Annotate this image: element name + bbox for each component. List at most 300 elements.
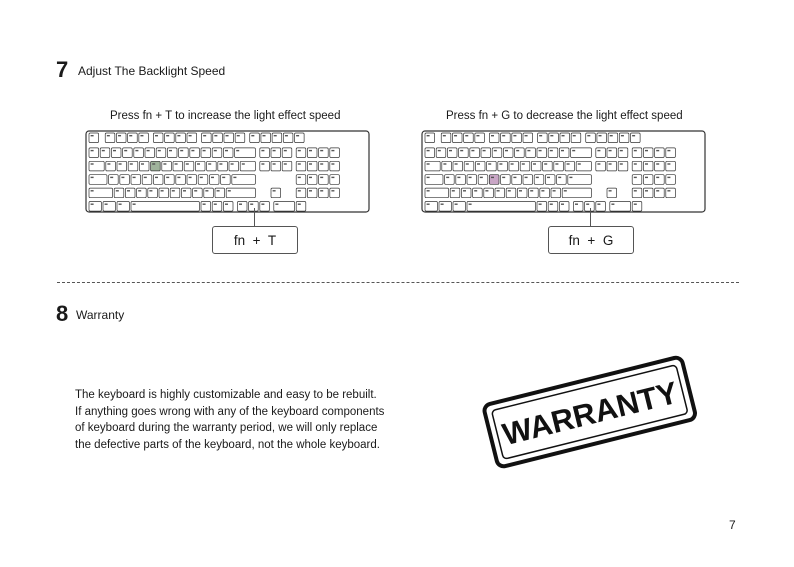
key-legend-mark — [564, 190, 567, 191]
keyboard-key — [551, 188, 561, 198]
key-legend-mark — [91, 177, 94, 178]
keyboard-key — [537, 148, 547, 158]
key-legend-mark — [460, 150, 463, 151]
keyboard-key — [330, 175, 340, 185]
keyboard-key — [193, 188, 203, 198]
section-7-title: Adjust The Backlight Speed — [78, 64, 226, 78]
keyboard-key — [618, 148, 628, 158]
keyboard-key — [666, 175, 676, 185]
key-legend-mark — [599, 135, 602, 136]
keyboard-key — [523, 175, 533, 185]
keyboard-key — [607, 148, 617, 158]
page-number: 7 — [729, 518, 736, 532]
key-legend-mark — [205, 190, 208, 191]
key-legend-mark — [273, 163, 276, 164]
key-legend-mark — [177, 177, 180, 178]
left-connector-line — [254, 208, 255, 226]
key-legend-mark — [454, 135, 457, 136]
key-legend-mark — [284, 163, 287, 164]
keyboard-key — [176, 175, 186, 185]
keyboard-key — [89, 161, 104, 171]
keyboard-key — [619, 133, 629, 143]
key-legend-mark — [427, 163, 430, 164]
keyboard-key — [271, 161, 281, 171]
key-legend-mark — [237, 135, 240, 136]
key-legend-mark — [427, 135, 430, 136]
key-legend-mark — [609, 190, 612, 191]
keyboard-key — [464, 133, 474, 143]
keyboard-key — [89, 148, 99, 158]
warranty-paragraph — [75, 387, 384, 453]
key-legend-mark — [91, 150, 94, 151]
keyboard-key — [128, 133, 138, 143]
keyboard-key — [596, 202, 606, 212]
key-legend-mark — [533, 163, 536, 164]
key-legend-mark — [645, 177, 648, 178]
keyboard-key — [181, 188, 191, 198]
key-legend-mark — [508, 190, 511, 191]
keyboard-key — [202, 133, 212, 143]
keyboard-key — [131, 202, 199, 212]
keyboard-key — [562, 188, 591, 198]
keyboard-key — [618, 161, 628, 171]
keyboard-key — [120, 175, 130, 185]
keyboard-key — [571, 148, 592, 158]
key-legend-mark — [550, 135, 553, 136]
keyboard-key — [167, 148, 177, 158]
keyboard-key — [643, 148, 653, 158]
keyboard-key — [543, 161, 553, 171]
keyboard-key — [540, 188, 550, 198]
key-legend-mark — [621, 135, 624, 136]
key-legend-mark — [285, 135, 288, 136]
key-legend-mark — [610, 135, 613, 136]
key-legend-mark — [491, 135, 494, 136]
keyboard-key — [470, 148, 480, 158]
warranty-line: the defective parts of the keyboard, not the whole keyboard. — [75, 438, 380, 451]
keyboard-key — [260, 161, 270, 171]
key-legend-mark — [547, 177, 550, 178]
key-legend-mark — [118, 135, 121, 136]
key-legend-mark — [296, 135, 299, 136]
right-connector-line — [590, 208, 591, 226]
keyboard-key — [439, 202, 451, 212]
key-legend-mark — [488, 163, 491, 164]
right-caption: Press fn + G to decrease the light effect speed — [446, 110, 683, 122]
keyboard-key — [307, 148, 317, 158]
key-legend-mark — [553, 190, 556, 191]
keyboard-key — [655, 175, 665, 185]
key-legend-mark — [443, 163, 446, 164]
keyboard-key — [517, 188, 527, 198]
key-legend-mark — [525, 135, 528, 136]
key-legend-mark — [214, 150, 217, 151]
keyboard-key — [319, 188, 329, 198]
key-legend-mark — [110, 177, 113, 178]
keyboard-key — [461, 188, 471, 198]
keyboard-key — [212, 202, 222, 212]
keyboard-key — [666, 148, 676, 158]
keyboard-key — [271, 148, 281, 158]
keyboard-key — [260, 148, 270, 158]
keyboard-key — [274, 202, 295, 212]
keyboard-key — [495, 188, 505, 198]
section-divider — [57, 282, 739, 283]
key-legend-mark — [469, 177, 472, 178]
keyboard-key — [117, 202, 129, 212]
keyboard-key — [109, 175, 119, 185]
key-legend-mark — [485, 190, 488, 191]
keyboard-key — [207, 161, 217, 171]
key-legend-mark — [261, 163, 264, 164]
keyboard-key — [283, 133, 293, 143]
key-legend-mark — [465, 135, 468, 136]
keyboard-key — [296, 202, 306, 212]
key-legend-mark — [144, 177, 147, 178]
keyboard-key — [478, 175, 488, 185]
keyboard-key — [153, 175, 163, 185]
key-legend-mark — [263, 135, 266, 136]
key-legend-mark — [550, 204, 553, 205]
key-legend-mark — [155, 135, 158, 136]
keyboard-key — [271, 188, 281, 198]
keyboard-key — [198, 175, 208, 185]
key-legend-mark — [609, 150, 612, 151]
keyboard-key — [453, 161, 463, 171]
key-legend-mark — [609, 163, 612, 164]
key-legend-mark — [667, 150, 670, 151]
keyboard-key — [282, 161, 292, 171]
key-legend-mark — [222, 177, 225, 178]
key-legend-mark — [138, 190, 141, 191]
key-legend-mark — [497, 190, 500, 191]
key-legend-mark — [166, 135, 169, 136]
keyboard-key — [215, 188, 225, 198]
keyboard-key — [586, 133, 596, 143]
key-legend-mark — [463, 190, 466, 191]
keyboard-key — [117, 161, 127, 171]
key-legend-mark — [320, 150, 323, 151]
key-legend-mark — [519, 190, 522, 191]
key-legend-mark — [141, 163, 144, 164]
key-legend-mark — [91, 190, 94, 191]
keyboard-frame — [86, 131, 369, 212]
key-legend-mark — [634, 150, 637, 151]
key-legend-mark — [578, 163, 581, 164]
keyboard-key — [655, 148, 665, 158]
key-legend-mark — [105, 204, 108, 205]
key-legend-mark — [320, 163, 323, 164]
key-legend-mark — [261, 204, 264, 205]
keyboard-key — [484, 188, 494, 198]
keyboard-key — [307, 175, 317, 185]
key-legend-mark — [511, 163, 514, 164]
keyboard-key — [467, 202, 535, 212]
section-7-number: 7 — [56, 57, 69, 82]
keyboard-key — [123, 148, 133, 158]
keyboard-key — [142, 175, 152, 185]
key-legend-mark — [539, 150, 542, 151]
keyboard-key — [218, 161, 228, 171]
keyboard-key — [531, 161, 541, 171]
keyboard-key — [116, 133, 126, 143]
keyboard-key — [481, 148, 491, 158]
key-legend-mark — [645, 190, 648, 191]
key-legend-mark — [172, 190, 175, 191]
keyboard-key — [607, 161, 617, 171]
keyboard-key — [221, 175, 231, 185]
key-legend-mark — [189, 135, 192, 136]
keyboard-key — [100, 148, 110, 158]
keyboard-key — [319, 175, 329, 185]
key-legend-mark — [575, 204, 578, 205]
keyboard-key — [131, 175, 141, 185]
key-legend-mark — [251, 135, 254, 136]
keyboard-key — [559, 202, 569, 212]
key-legend-mark — [261, 150, 264, 151]
key-legend-mark — [471, 150, 474, 151]
keyboard-key — [223, 202, 233, 212]
key-legend-mark — [119, 163, 122, 164]
key-legend-mark — [427, 190, 430, 191]
keyboard-key — [473, 188, 483, 198]
keyboard-key — [282, 148, 292, 158]
key-legend-mark — [166, 177, 169, 178]
keyboard-key — [137, 188, 147, 198]
keyboard-key — [607, 188, 617, 198]
key-legend-mark — [555, 163, 558, 164]
keyboard-key — [610, 202, 631, 212]
key-legend-mark — [499, 163, 502, 164]
key-legend-mark — [427, 204, 430, 205]
key-legend-mark — [562, 135, 565, 136]
key-legend-mark — [513, 177, 516, 178]
right-keyboard-diagram — [421, 130, 706, 213]
key-legend-mark — [284, 150, 287, 151]
keyboard-key — [464, 161, 474, 171]
keyboard-key — [89, 175, 107, 185]
keyboard-key — [145, 148, 155, 158]
key-legend-mark — [476, 135, 479, 136]
key-legend-mark — [208, 163, 211, 164]
left-caption: Press fn + T to increase the light effect speed — [110, 110, 341, 122]
keyboard-key — [503, 148, 513, 158]
key-legend-mark — [102, 150, 105, 151]
warranty-line: of keyboard during the warranty period, we will only replace — [75, 422, 378, 434]
key-legend-mark — [567, 163, 570, 164]
keyboard-key — [237, 202, 247, 212]
key-legend-mark — [186, 163, 189, 164]
keyboard-key — [307, 161, 317, 171]
keyboard-key — [534, 175, 544, 185]
section-8-title: Warranty — [76, 308, 125, 322]
key-legend-mark — [656, 177, 659, 178]
key-legend-mark — [147, 150, 150, 151]
keyboard-key — [224, 133, 234, 143]
key-legend-mark — [236, 150, 239, 151]
key-legend-mark — [203, 204, 206, 205]
key-legend-mark — [525, 177, 528, 178]
key-legend-mark — [194, 190, 197, 191]
key-legend-mark — [124, 150, 127, 151]
key-legend-mark — [632, 135, 635, 136]
key-legend-mark — [217, 190, 220, 191]
keyboard-key — [128, 161, 138, 171]
key-legend-mark — [91, 204, 94, 205]
keyboard-key — [576, 161, 591, 171]
key-legend-mark — [634, 177, 637, 178]
warranty-stamp-text: WARRANTY — [498, 374, 682, 453]
keyboard-key — [492, 148, 502, 158]
keyboard-key — [436, 148, 446, 158]
key-legend-mark — [502, 177, 505, 178]
keyboard-key — [212, 148, 222, 158]
keyboard-key — [487, 161, 497, 171]
keyboard-key — [204, 188, 214, 198]
key-legend-mark — [527, 150, 530, 151]
keyboard-key — [501, 175, 511, 185]
key-legend-mark — [443, 135, 446, 136]
keyboard-key — [261, 133, 271, 143]
keyboard-key — [319, 161, 329, 171]
keyboard-key — [170, 188, 180, 198]
key-legend-mark — [530, 190, 533, 191]
key-legend-mark — [645, 163, 648, 164]
keyboard-key — [89, 133, 99, 143]
key-legend-mark — [483, 150, 486, 151]
fn-t-combo: fn + T — [212, 226, 298, 254]
keyboard-key — [643, 161, 653, 171]
keyboard-key — [509, 161, 519, 171]
keyboard-key — [568, 175, 592, 185]
key-legend-mark — [180, 150, 183, 151]
key-legend-mark — [274, 135, 277, 136]
key-legend-mark — [457, 177, 460, 178]
key-legend-mark — [569, 177, 572, 178]
keyboard-key — [425, 161, 440, 171]
key-legend-mark — [634, 163, 637, 164]
keyboard-key — [125, 188, 135, 198]
keyboard-key — [250, 133, 260, 143]
keyboard-key — [106, 161, 116, 171]
key-legend-mark — [250, 204, 253, 205]
t-key-highlight — [151, 161, 161, 171]
key-legend-mark — [129, 135, 132, 136]
keyboard-key — [655, 161, 665, 171]
key-legend-mark — [158, 150, 161, 151]
keyboard-key — [597, 133, 607, 143]
keyboard-key — [523, 133, 533, 143]
keyboard-key — [425, 175, 443, 185]
keyboard-key — [475, 161, 485, 171]
keyboard-key — [213, 133, 223, 143]
keyboard-key — [307, 188, 317, 198]
keyboard-key — [632, 175, 642, 185]
key-legend-mark — [177, 135, 180, 136]
key-legend-mark — [239, 204, 242, 205]
keyboard-key — [666, 188, 676, 198]
keyboard-key — [453, 202, 465, 212]
keyboard-key — [190, 148, 200, 158]
keyboard-key — [548, 202, 558, 212]
key-legend-mark — [561, 204, 564, 205]
key-legend-mark — [119, 204, 122, 205]
keyboard-key — [459, 148, 469, 158]
key-legend-mark — [130, 163, 133, 164]
key-legend-mark — [477, 163, 480, 164]
left-keyboard-diagram — [85, 130, 370, 213]
key-legend-mark — [197, 163, 200, 164]
key-legend-mark — [113, 150, 116, 151]
keyboard-key — [537, 202, 547, 212]
keyboard-key — [201, 148, 211, 158]
keyboard-key — [156, 148, 166, 158]
key-legend-mark — [135, 150, 138, 151]
keyboard-key — [549, 133, 559, 143]
keyboard-key — [89, 202, 101, 212]
keyboard-key — [232, 175, 256, 185]
keyboard-key — [425, 202, 437, 212]
key-legend-mark — [541, 190, 544, 191]
key-legend-mark — [225, 204, 228, 205]
g-key-highlight — [489, 175, 499, 185]
key-legend-mark — [200, 177, 203, 178]
keyboard-key — [467, 175, 477, 185]
keyboard-key — [631, 133, 641, 143]
key-legend-mark — [656, 190, 659, 191]
warranty-line: The keyboard is highly customizable and easy to be rebuilt. — [75, 389, 377, 401]
keyboard-key — [162, 161, 172, 171]
key-legend-mark — [522, 163, 525, 164]
key-legend-mark — [572, 150, 575, 151]
key-legend-mark — [502, 135, 505, 136]
keyboard-key — [139, 133, 149, 143]
key-legend-mark — [536, 177, 539, 178]
key-legend-mark — [228, 190, 231, 191]
keyboard-key — [184, 161, 194, 171]
keyboard-key — [450, 188, 460, 198]
key-legend-mark — [121, 177, 124, 178]
key-legend-mark — [107, 163, 110, 164]
keyboard-key — [159, 188, 169, 198]
key-legend-mark — [539, 204, 542, 205]
key-legend-mark — [597, 204, 600, 205]
key-legend-mark — [656, 150, 659, 151]
key-legend-mark — [667, 177, 670, 178]
key-legend-mark — [189, 177, 192, 178]
keyboard-key — [226, 188, 255, 198]
keyboard-key — [165, 133, 175, 143]
key-legend-mark — [455, 163, 458, 164]
keyboard-key — [330, 188, 340, 198]
key-legend-mark — [558, 177, 561, 178]
key-legend-mark — [441, 204, 444, 205]
key-legend-mark — [116, 190, 119, 191]
key-legend-mark — [656, 163, 659, 164]
keyboard-key — [560, 133, 570, 143]
key-legend-mark — [331, 163, 334, 164]
keyboard-key — [229, 161, 239, 171]
keyboard-key — [512, 175, 522, 185]
key-legend-mark — [140, 135, 143, 136]
keyboard-key — [565, 161, 575, 171]
key-legend-mark — [155, 177, 158, 178]
keyboard-key — [666, 161, 676, 171]
keyboard-key — [89, 188, 113, 198]
key-legend-mark — [169, 150, 172, 151]
key-legend-mark — [331, 190, 334, 191]
key-legend-mark — [233, 177, 236, 178]
